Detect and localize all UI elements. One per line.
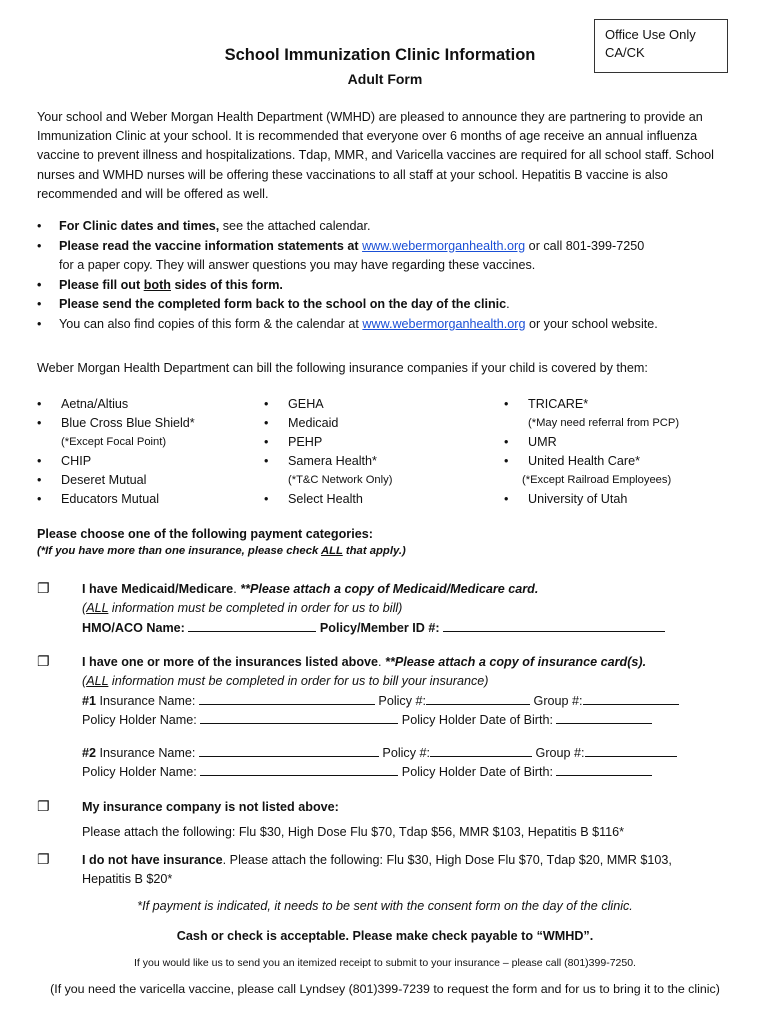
payment-subheading: (*If you have more than one insurance, please check ALL that apply.) [37,545,406,557]
insurance-item: • Educators Mutual [37,490,257,509]
option-not-listed: My insurance company is not listed above: Please attach the following: Flu $30, High Dose Flu $70, Tdap $56, MMR $103, Hepatitis B $116* [82,800,625,840]
insurance1-name-field[interactable] [199,692,375,705]
bullet-clinic-dates: • For Clinic dates and times, see the attached calendar. [37,217,747,237]
insurance-item: • Deseret Mutual [37,471,257,490]
insurance-item: • UMR [504,433,734,452]
insurance-item: • GEHA [264,395,484,414]
insurance2-holder-name-field[interactable] [200,763,398,776]
checkbox-not-listed[interactable]: ❐ [37,798,50,814]
insurance1-group-field[interactable] [583,692,679,705]
insurance-item: • Blue Cross Blue Shield* [37,414,257,433]
bullet-fill-both-sides: • Please fill out both sides of this form. [37,276,747,296]
insurance2-holder-dob-field[interactable] [556,763,652,776]
insurance-column-2 [264,395,484,509]
insurance-column-3 [504,395,734,509]
insurance-item: • United Health Care* [504,452,734,471]
insurance2-name-field[interactable] [199,744,379,757]
insurance2-policy-field[interactable] [430,744,532,757]
bullet-send-form: • Please send the completed form back to the school on the day of the clinic. [37,295,747,315]
insurance-item: • TRICARE* [504,395,734,414]
office-use-label: Office Use Only [605,27,696,42]
option-no-insurance: I do not have insurance. Please attach the following: Flu $30, High Dose Flu $70, Tdap $20, MMR $103, Hepatitis B $20* [82,853,672,887]
receipt-note: If you would like us to send you an itemized receipt to submit to your insurance – please call (801)399-7250. [134,957,636,969]
info-bullet-list [37,217,747,334]
website-link[interactable]: www.webermorganhealth.org [362,238,526,253]
option-listed-insurance: I have one or more of the insurances listed above. **Please attach a copy of insurance card(s). (ALL information must be completed in order for us to bill your insurance) #1 Insurance Name: Policy #: Group #: Policy Holder Name: Policy Holder Date of Birth: [82,653,742,730]
insurance-item: • Medicaid [264,414,484,433]
option-medicaid: I have Medicaid/Medicare. **Please attach a copy of Medicaid/Medicare card. (ALL information must be completed in order for us to bill) HMO/ACO Name: Policy/Member ID #: [82,580,742,638]
checkbox-no-insurance[interactable]: ❐ [37,851,50,867]
bullet-vaccine-info-cont: for a paper copy. They will answer questions you may have regarding these vaccines. [59,258,536,272]
insurance-note: (*Except Focal Point) [61,436,167,448]
insurance-item: • Samera Health* [264,452,484,471]
insurance-item: • Select Health [264,490,484,509]
insurance1-holder-name-field[interactable] [200,711,398,724]
hmo-name-field[interactable] [188,619,316,632]
insurance-item: • Aetna/Altius [37,395,257,414]
checkbox-listed-insurance[interactable]: ❐ [37,653,50,669]
insurance-note: (*Except Railroad Employees) [522,474,672,486]
insurance-item: • PEHP [264,433,484,452]
varicella-note: (If you need the varicella vaccine, please call Lyndsey (801)399-7239 to request the form and for us to bring it to the clinic) [50,982,720,996]
option-listed-insurance-2: #2 Insurance Name: Policy #: Group #: Policy Holder Name: Policy Holder Date of Birth: [82,744,742,783]
insurance2-group-field[interactable] [585,744,677,757]
insurance1-policy-field[interactable] [426,692,530,705]
intro-paragraph: Your school and Weber Morgan Health Department (WMHD) are pleased to announce they are partnering to provide an Immunization Clinic at your school. It is recommended that everyone over 6 months of age receive an annual influenza vaccine to prevent illness and hospitalizations. Tdap, MMR, and Varicella vaccines are required for all school staff. School nurses and WMHD nurses will be offering these vaccinations to all staff at your school. Hepatitis B vaccine is also recommended and will be offered as well. [37,110,714,201]
page-title: School Immunization Clinic Information [224,46,536,64]
insurance-item: • CHIP [37,452,257,471]
insurance-item: • University of Utah [504,490,734,509]
medicaid-policy-id-field[interactable] [443,619,665,632]
website-link-2[interactable]: www.webermorganhealth.org [362,316,526,331]
insurance-intro: Weber Morgan Health Department can bill the following insurance companies if your child is covered by them: [37,361,648,375]
payment-heading: Please choose one of the following payment categories: [37,527,373,541]
insurance-note: (*May need referral from PCP) [528,417,680,429]
office-use-code: CA/CK [605,45,645,60]
page-subtitle: Adult Form [347,71,423,87]
cash-check-note: Cash or check is acceptable. Please make check payable to “WMHD”. [176,929,594,943]
payment-footnote: *If payment is indicated, it needs to be sent with the consent form on the day of the clinic. [137,899,633,913]
insurance-column-1 [37,395,257,509]
insurance1-holder-dob-field[interactable] [556,711,652,724]
bullet-find-copies: • You can also find copies of this form & the calendar at www.webermorganhealth.org or your school website. [37,315,747,335]
insurance-note: (*T&C Network Only) [288,474,393,486]
checkbox-medicaid[interactable]: ❐ [37,580,50,596]
bullet-vaccine-info: • Please read the vaccine information statements at www.webermorganhealth.org or call 801-399-7250 [37,237,747,257]
